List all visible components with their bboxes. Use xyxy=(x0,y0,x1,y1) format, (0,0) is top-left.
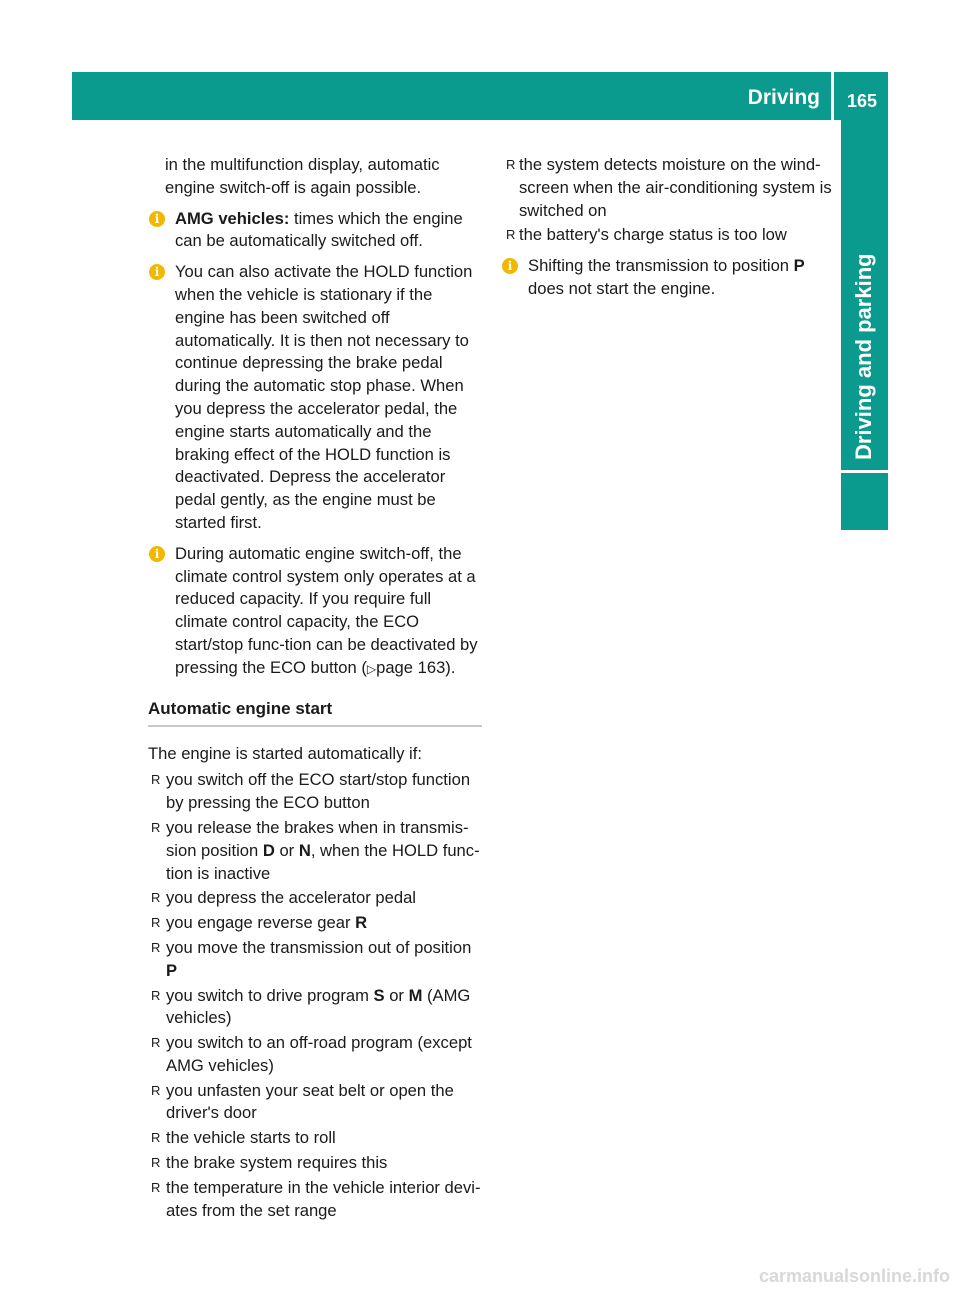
gear-letter: R xyxy=(355,913,368,933)
page-reference-arrow-icon: ▷ xyxy=(366,661,377,676)
list-item xyxy=(501,224,839,247)
bullet-icon: R xyxy=(151,772,161,788)
list-item-text: you switch off the ECO start/stop function by pressing the ECO button xyxy=(166,770,471,813)
bullet-icon: R xyxy=(151,987,161,1003)
side-tab xyxy=(841,120,888,530)
info-note-text: You can also activate the HOLD function when the vehicle is stationary if the engine has been switched off automatically. It is then not necessary to continue depressing the brake pedal during the automatic stop phase. When you depress the accelerator pedal, the engine starts automatically and the braking effect of the HOLD function is deactivated. Depress the accelerator pedal gently, as the engine must be started first. xyxy=(175,262,473,532)
list-item-text: the battery's charge status is too low xyxy=(519,225,787,245)
info-note-climate xyxy=(148,543,482,681)
bullet-icon: R xyxy=(151,1155,161,1171)
bullet-list xyxy=(501,154,839,247)
bullet-icon: R xyxy=(506,227,516,243)
gear-letter: P xyxy=(793,256,805,276)
page-number: 165 xyxy=(846,91,878,111)
gear-letter: S xyxy=(373,985,385,1005)
list-item-text: the brake system requires this xyxy=(166,1153,388,1173)
bullet-icon: R xyxy=(151,1082,161,1098)
header-separator xyxy=(831,72,834,120)
list-item-text: you move the transmission out of position xyxy=(166,937,472,957)
info-note-bold: AMG vehicles: xyxy=(175,208,290,228)
info-note-text: Shifting the transmission to position xyxy=(528,256,794,276)
list-item xyxy=(148,937,482,983)
list-item xyxy=(501,154,839,222)
list-item-text: the vehicle starts to roll xyxy=(166,1128,336,1148)
info-note-transmission xyxy=(501,255,839,301)
list-item-text: or xyxy=(274,840,299,860)
list-item xyxy=(148,817,482,885)
list-item-text: you engage reverse gear xyxy=(166,913,356,933)
bullet-icon: R xyxy=(151,1035,161,1051)
list-item xyxy=(148,887,482,910)
list-item xyxy=(148,985,482,1031)
left-column xyxy=(148,154,482,1224)
list-item xyxy=(148,1080,482,1126)
list-item-text: (AMG vehicles) xyxy=(166,985,471,1028)
section-heading: Automatic engine start xyxy=(148,698,482,727)
list-item-text: you unfasten your seat belt or open the driver's door xyxy=(166,1080,454,1123)
list-item xyxy=(148,1032,482,1078)
gear-letter: N xyxy=(298,840,311,860)
continuation-text: in the multifunction display, automatic engine switch-off is again possible. xyxy=(165,155,440,197)
list-item-text: the system detects moisture on the wind-screen when the air-conditioning system is switched on xyxy=(519,155,832,220)
section-intro: The engine is started automatically if: xyxy=(148,743,422,763)
page-reference-link[interactable]: page 163). xyxy=(376,657,456,677)
list-item-text: you switch to an off-road program (except AMG vehicles) xyxy=(166,1033,472,1075)
bullet-icon: R xyxy=(151,890,161,906)
info-note-hold xyxy=(148,261,482,535)
list-item-text: the temperature in the vehicle interior devi-ates from the set range xyxy=(166,1177,481,1220)
watermark: carmanualsonline.info xyxy=(758,1266,950,1286)
bullet-list xyxy=(148,769,482,1222)
list-item-text: you release the brakes when in transmis-sion position xyxy=(166,817,469,860)
bullet-icon: R xyxy=(151,819,161,835)
bullet-icon: R xyxy=(506,157,516,172)
list-item xyxy=(148,1127,482,1150)
gear-letter: D xyxy=(262,840,275,860)
info-icon: i xyxy=(502,258,518,274)
bullet-icon: R xyxy=(151,1130,161,1146)
list-item-text: , when the HOLD func-tion is inactive xyxy=(166,840,480,883)
gear-letter: P xyxy=(166,960,178,980)
list-item xyxy=(148,769,482,815)
info-note-text: times which the engine can be automatically switched off. xyxy=(175,208,463,251)
list-item-text: or xyxy=(384,985,409,1005)
header-bar xyxy=(72,72,888,120)
side-tab-separator xyxy=(841,470,888,473)
info-icon: i xyxy=(149,264,165,280)
list-item-text: you switch to drive program xyxy=(166,985,374,1005)
bullet-icon: R xyxy=(151,915,161,931)
header-title: Driving xyxy=(747,86,820,109)
info-icon: i xyxy=(149,546,165,562)
list-item xyxy=(148,1152,482,1175)
info-note-text: During automatic engine switch-off, the climate control system only operates at a reduced capacity. If you require full climate control capacity, the ECO start/stop func-tion can be deactivated by pressing the ECO button ( xyxy=(175,543,478,677)
info-note-text: does not start the engine. xyxy=(528,278,716,298)
bullet-icon: R xyxy=(151,939,161,955)
info-note-amg xyxy=(148,208,482,254)
right-column xyxy=(501,154,839,301)
side-tab-label: Driving and parking xyxy=(851,253,876,460)
bullet-icon: R xyxy=(151,1179,161,1195)
list-item xyxy=(148,912,482,935)
list-item-text: you depress the accelerator pedal xyxy=(166,888,416,908)
info-icon: i xyxy=(149,211,165,227)
gear-letter: M xyxy=(408,985,423,1005)
list-item xyxy=(148,1177,482,1223)
